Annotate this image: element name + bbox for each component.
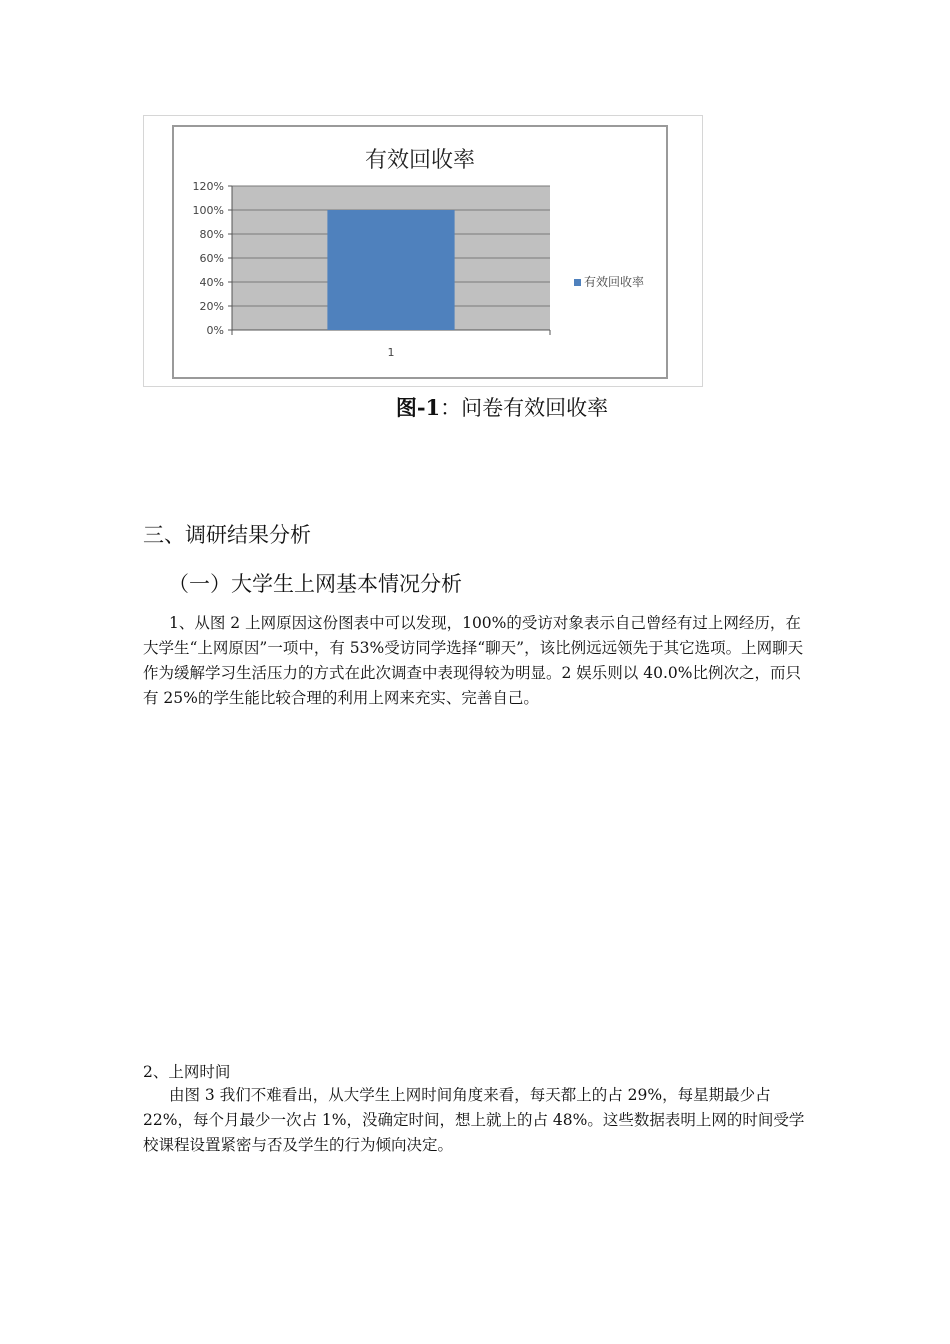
- y-tick-label: 60%: [199, 252, 224, 265]
- chart-area: [172, 125, 668, 379]
- bar-chart: [174, 127, 666, 377]
- y-tick-label: 40%: [199, 276, 224, 289]
- y-tick-label: 100%: [192, 204, 224, 217]
- bar: [327, 210, 454, 330]
- paragraph-internet-time: 由图 3 我们不难看出，从大学生上网时间角度来看，每天都上的占 29%，每星期最少占 22%，每个月最少一次占 1%，没确定时间，想上就上的占 48%。这些数据表明上网的时间受学校课程设置紧密与否及学生的行为倾向决定。: [143, 1086, 805, 1154]
- y-tick-label: 80%: [199, 228, 224, 241]
- y-tick-label: 20%: [199, 300, 224, 313]
- x-tick-label: 1: [387, 346, 395, 359]
- chart-title: 有效回收率: [364, 148, 475, 173]
- y-tick-label: 0%: [206, 324, 224, 337]
- section-heading: 三、调研结果分析: [143, 523, 311, 547]
- legend-label: 有效回收率: [584, 275, 645, 289]
- figure-caption-number: 图-1: [395, 395, 441, 420]
- figure-caption-text: ：问卷有效回收率: [440, 396, 609, 420]
- section-subheading: （一）大学生上网基本情况分析: [168, 572, 462, 596]
- paragraph-internet-reasons: 1、从图 2 上网原因这份图表中可以发现，100%的受访对象表示自己曾经有过上网经历，在大学生“上网原因”一项中，有 53%受访同学选择“聊天”，该比例远远领先于其它选项。上网聊天作为缓解学习生活压力的方式在此次调查中表现得较为明显。2 娱乐则以 40.0%比例次之，而只有 25%的学生能比较合理的利用上网来充实、完善自己。: [143, 614, 804, 707]
- legend-swatch: [574, 279, 581, 286]
- figure-caption: [0, 392, 950, 422]
- chart-frame: [143, 115, 703, 387]
- item-heading-internet-time: 2、上网时间: [143, 1063, 231, 1081]
- y-tick-label: 120%: [192, 180, 224, 193]
